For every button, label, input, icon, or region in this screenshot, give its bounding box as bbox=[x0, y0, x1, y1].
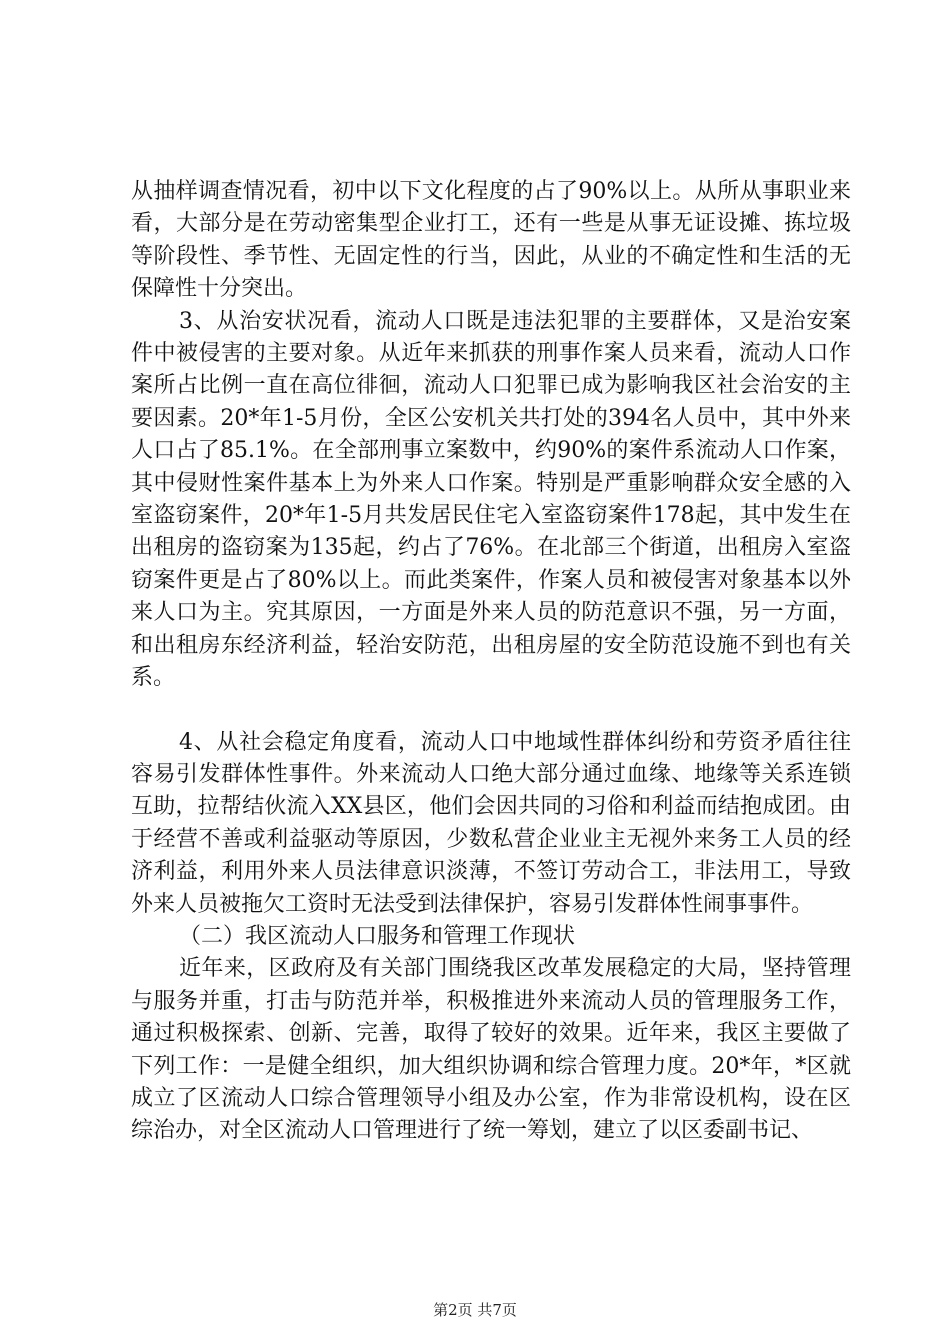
paragraph-public-security: 3、从治安状况看，流动人口既是违法犯罪的主要群体，又是治安案件中被侵害的主要对象。从近年来抓获的刑事作案人员来看，流动人口作案所占比例一直在高位徘徊，流动人口犯罪已成为影响我区社会治安的主要因素。20*年1-5月份，全区公安机关共打处的394名人员中，其中外来人口占了85.1%。在全部刑事立案数中，约90%的案件系流动人口作案，其中侵财性案件基本上为外来人口作案。特别是严重影响群众安全感的入室盗窃案件，20*年1-5月共发居民住宅入室盗窃案件178起，其中发生在出租房的盗窃案为135起，约占了76%。在北部三个街道，出租房入室盗窃案件更是占了80%以上。而此类案件，作案人员和被侵害对象基本以外来人口为主。究其原因，一方面是外来人员的防范意识不强，另一方面，和出租房东经济利益，轻治安防范，出租房屋的安全防范设施不到也有关系。 bbox=[131, 308, 851, 691]
page-number: 第2页 共7页 bbox=[433, 1301, 517, 1319]
section-heading: （二）我区流动人口服务和管理工作现状 bbox=[179, 923, 576, 949]
paragraph-social-stability: 4、从社会稳定角度看，流动人口中地域性群体纠纷和劳资矛盾往往容易引发群体性事件。外来流动人口绝大部分通过血缘、地缘等关系连锁互助，拉帮结伙流入XX县区，他们会因共同的习俗和利益而结抱成团。由于经营不善或利益驱动等原因，少数私营企业业主无视外来务工人员的经济利益，利用外来人员法律意识淡薄，不签订劳动合工，非法用工，导致外来人员被拖欠工资时无法受到法律保护，容易引发群体性闹事事件。 bbox=[131, 729, 851, 917]
document-body bbox=[131, 176, 851, 1148]
paragraph-gap bbox=[131, 695, 851, 727]
paragraph-current-work: 近年来，区政府及有关部门围绕我区改革发展稳定的大局，坚持管理与服务并重，打击与防范并举，积极推进外来流动人员的管理服务工作，通过积极探索、创新、完善，取得了较好的效果。近年来，我区主要做了下列工作：一是健全组织，加大组织协调和综合管理力度。20*年，*区就成立了区流动人口综合管理领导小组及办公室，作为非常设机构，设在区综治办，对全区流动人口管理进行了统一筹划，建立了以区委副书记、 bbox=[131, 956, 851, 1144]
paragraph-continuation: 从抽样调查情况看，初中以下文化程度的占了90%以上。从所从事职业来看，大部分是在劳动密集型企业打工，还有一些是从事无证设摊、拣垃圾等阶段性、季节性、无固定性的行当，因此，从业的不确定性和生活的无保障性十分突出。 bbox=[131, 179, 851, 302]
